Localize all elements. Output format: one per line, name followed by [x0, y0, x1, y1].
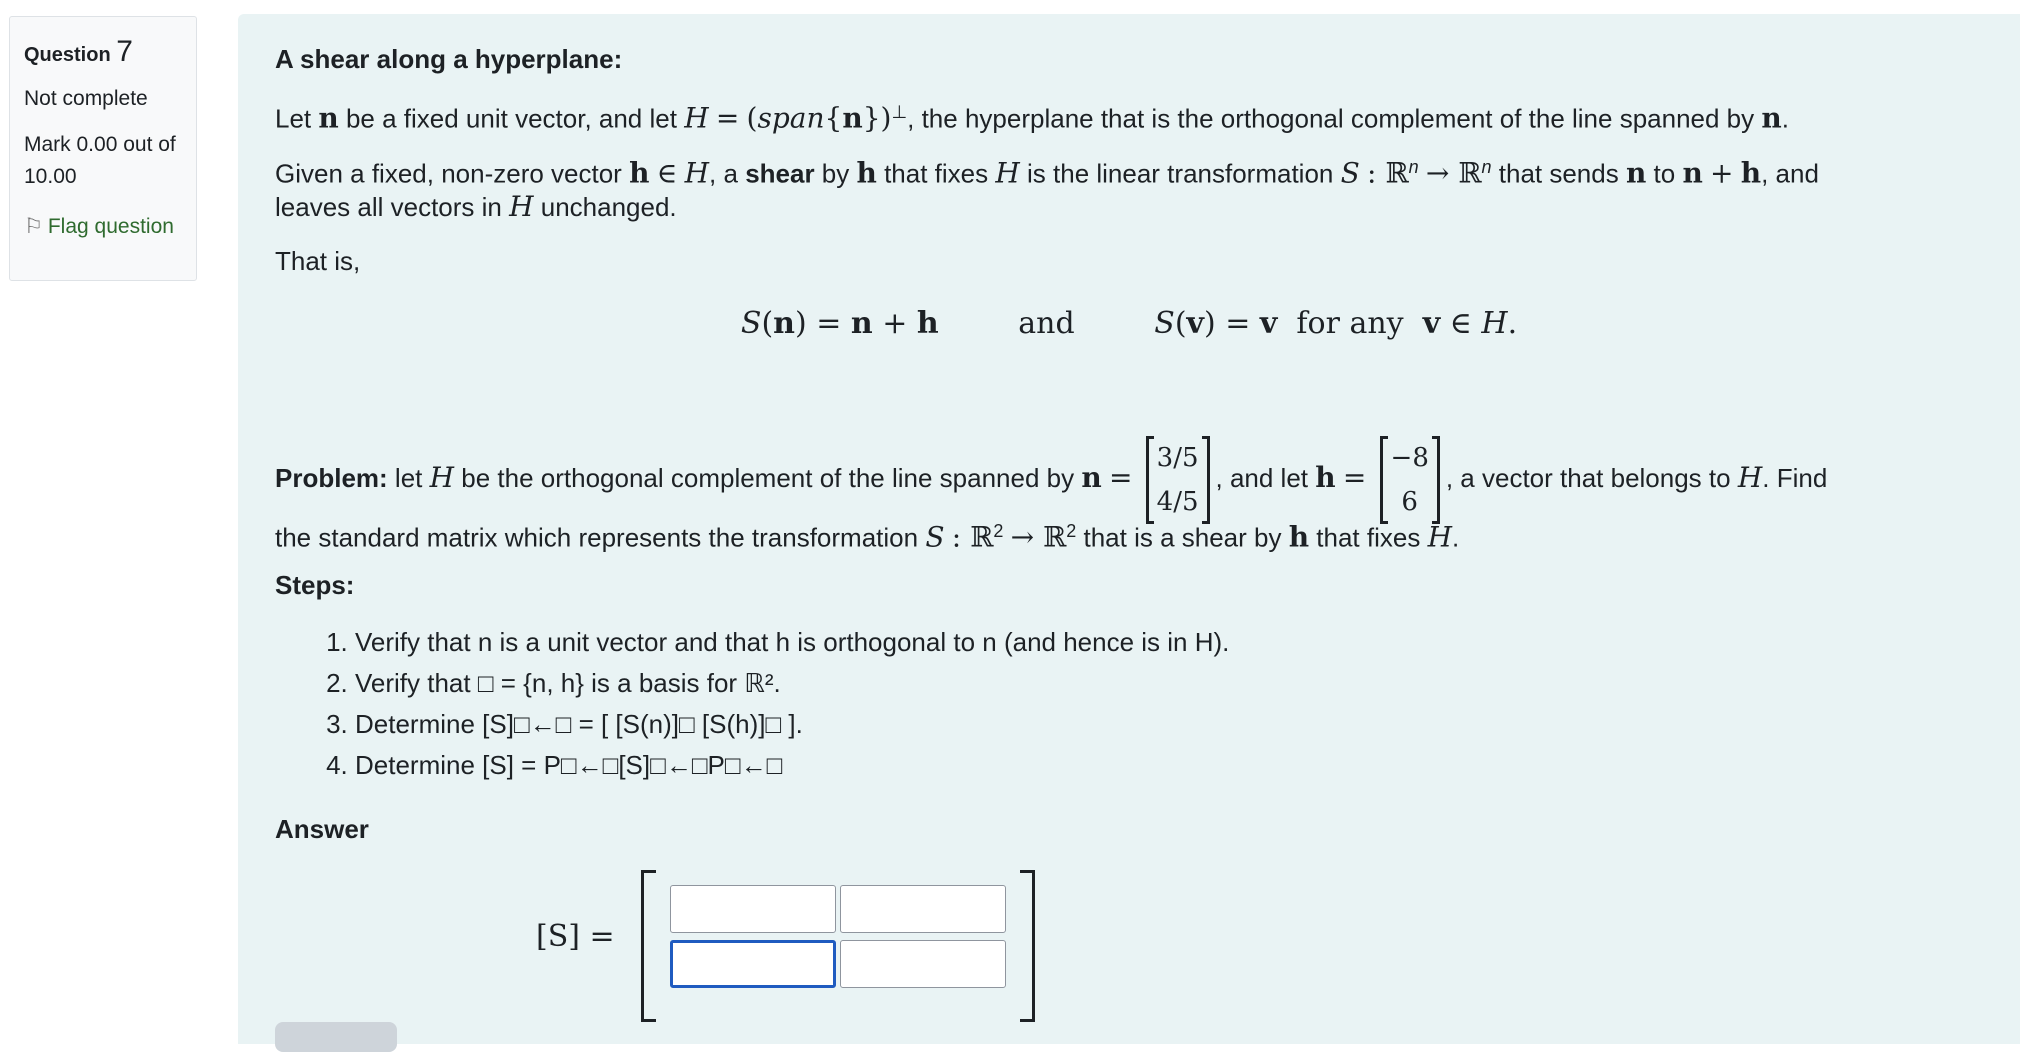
paragraph-1: Let n be a fixed unit vector, and let H = (span{n})⊥, the hyperplane that is the orthogonal complement of the line spanned by n.: [275, 101, 1789, 135]
answer-cell-2-1[interactable]: [670, 940, 836, 988]
that-is: That is,: [275, 246, 361, 276]
steps-label: Steps:: [275, 570, 355, 600]
vector-h: −8 6: [1380, 436, 1440, 524]
question-mark: Mark 0.00 out of 10.00: [24, 133, 176, 188]
paragraph-2: Given a fixed, non-zero vector h ∈ H, a shear by h that fixes H is the linear transformation S : ℝ$^n$ → ℝ$^n$ that sends n to n + h, and: [275, 156, 1819, 190]
steps-list: [315, 622, 1229, 786]
flag-question-link[interactable]: ⚐ Flag question: [24, 211, 182, 243]
answer-cell-1-2[interactable]: [840, 885, 1006, 933]
answer-lhs: [S] =: [536, 919, 615, 954]
step-item: 4. Determine [S] = P□←□[S]□←□P□←□: [355, 745, 1229, 786]
check-button[interactable]: [275, 1022, 397, 1052]
answer-right-bracket: [1020, 870, 1035, 1022]
step-item: 1. Verify that n is a unit vector and that h is orthogonal to n (and hence is in H).: [355, 622, 1229, 663]
step-item: 3. Determine [S]□←□ = [ [S(n)]□ [S(h)]□ ].: [355, 704, 1229, 745]
question-info-panel: [9, 16, 197, 281]
paragraph-3: leaves all vectors in H unchanged.: [275, 190, 677, 223]
answer-cell-1-1[interactable]: [670, 885, 836, 933]
answer-label: Answer: [275, 814, 369, 844]
answer-left-bracket: [641, 870, 656, 1022]
vector-n: 3/5 4/5: [1146, 436, 1210, 524]
question-state: Not complete: [24, 87, 148, 110]
question-number: Question 7: [24, 35, 133, 68]
display-equation: S(n) = n + h and S(v) = v for any v ∈ H.: [740, 306, 1518, 341]
flag-icon: ⚐: [24, 215, 43, 238]
question-content: [238, 14, 2020, 1044]
problem-statement: Problem: let H be the orthogonal complement of the line spanned by n = 3/5 4/5 , and let h = −8 6 , a vector that belongs to H. Find: [275, 428, 1827, 528]
answer-cell-2-2[interactable]: [840, 940, 1006, 988]
question-title: A shear along a hyperplane:: [275, 44, 623, 74]
step-item: 2. Verify that □ = {n, h} is a basis for ℝ².: [355, 663, 1229, 704]
problem-line-2: the standard matrix which represents the transformation S : ℝ$^2$ → ℝ$^2$ that is a shear by h that fixes H.: [275, 520, 1460, 554]
